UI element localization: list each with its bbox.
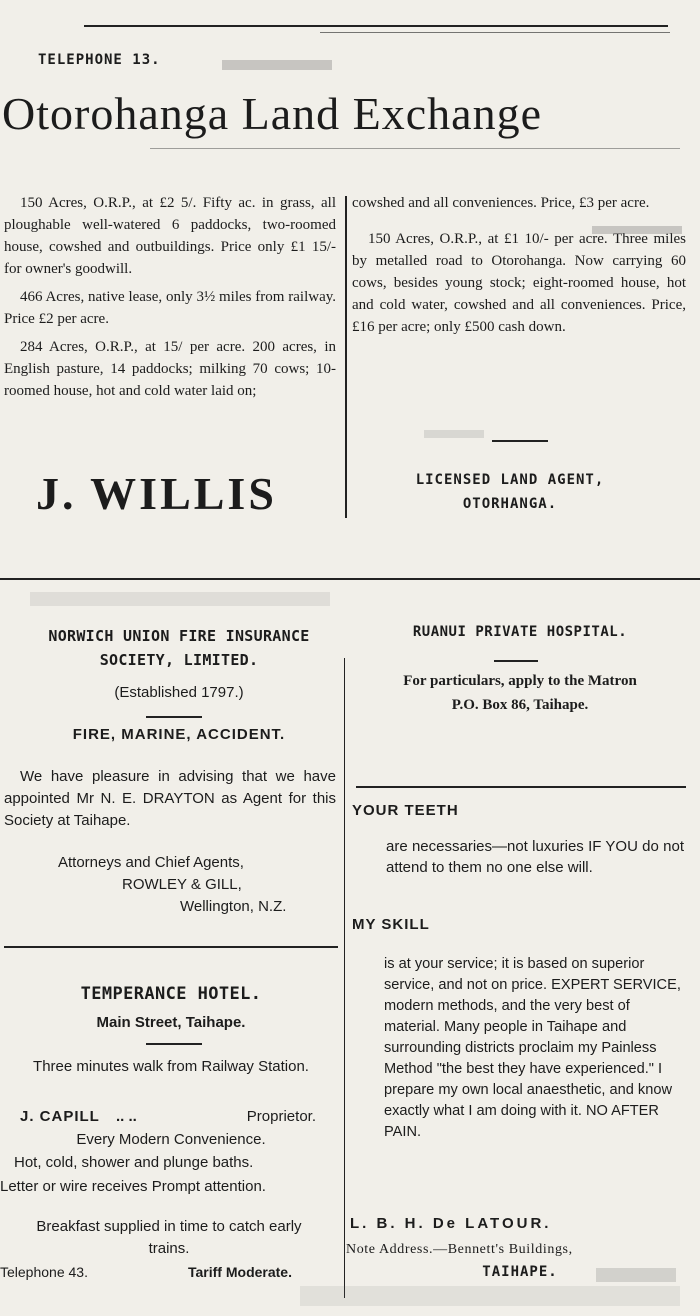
norwich-lines: FIRE, MARINE, ACCIDENT. xyxy=(72,726,286,743)
willis-agent-title: LICENSED LAND AGENT, xyxy=(415,472,605,488)
dentist-town: TAIHAPE. xyxy=(482,1264,558,1280)
norwich-sign-firm: ROWLEY & GILL, xyxy=(122,876,242,893)
temperance-tariff: Tariff Moderate. xyxy=(188,1264,292,1280)
temperance-rule xyxy=(146,1043,202,1045)
temperance-breakfast: Breakfast supplied in time to catch early trains. xyxy=(36,1218,302,1257)
print-speck xyxy=(30,592,330,606)
willis-column-divider xyxy=(345,196,347,518)
section-divider xyxy=(0,578,700,580)
print-speck xyxy=(222,60,332,70)
temperance-proprietor-row xyxy=(20,1108,320,1125)
norwich-sign-attorneys: Attorneys and Chief Agents, xyxy=(58,854,244,871)
telephone-label: TELEPHONE 13. xyxy=(38,52,161,68)
hospital-heading: RUANUI PRIVATE HOSPITAL. xyxy=(412,624,628,640)
teeth-para-1: are necessaries—not luxuries IF YOU do not attend to them no one else will. xyxy=(386,838,684,876)
print-speck xyxy=(300,1286,680,1306)
dentist-address: Note Address.—Bennett's Buildings, xyxy=(346,1242,573,1257)
willis-agent-town: OTORHANGA. xyxy=(462,496,558,512)
willis-short-rule xyxy=(492,440,548,442)
print-speck xyxy=(596,1268,676,1282)
willis-listing-4: 150 Acres, O.R.P., at £1 10/- per acre. Three miles by metalled road to Otorohanga. Now carrying 60 cows, besides young stock; eight-roomed house, hot and cold water, cowshed and all conveniences. Price, £16 per acre; only £500 cash down. xyxy=(352,231,686,335)
temperance-proprietor-dots: .. .. xyxy=(116,1108,137,1125)
top-rule-2 xyxy=(320,32,670,33)
temperance-baths: Hot, cold, shower and plunge baths. xyxy=(14,1154,254,1171)
teeth-heading: YOUR TEETH xyxy=(352,802,459,819)
norwich-rule xyxy=(146,716,202,718)
hospital-line-1: For particulars, apply to the Matron xyxy=(403,673,637,689)
temperance-walk: Three minutes walk from Railway Station. xyxy=(33,1058,309,1075)
norwich-body: We have pleasure in advising that we have appointed Mr N. E. DRAYTON as Agent for this Society at Taihape. xyxy=(4,768,336,829)
willis-name: J. WILLIS xyxy=(36,468,277,519)
masthead-title: Otorohanga Land Exchange xyxy=(2,88,543,139)
willis-listing-1: 150 Acres, O.R.P., at £2 5/. Fifty ac. in grass, all ploughable well-watered 6 paddocks, two-roomed house, cowshed and outbuildings. Price only £1 15/- for owner's goodwill. xyxy=(4,195,336,277)
left-column-rule-1 xyxy=(4,946,338,948)
skill-para: is at your service; it is based on superior service, and not on price. EXPERT SERVICE, modern methods, and the very best of material. Many people in Taihape and surrounding districts proclaim my Painless Method "the best they have experienced." I prepare my own local anaesthetic, and know exactly what I am doing with it. NO AFTER PAIN. xyxy=(384,956,681,1140)
print-speck xyxy=(424,430,484,438)
right-column-rule-1 xyxy=(356,786,686,788)
temperance-telephone: Telephone 43. xyxy=(0,1264,88,1280)
hospital-line-2: P.O. Box 86, Taihape. xyxy=(451,697,589,713)
temperance-proprietor-title: Proprietor. xyxy=(246,1108,316,1125)
dentist-name: L. B. H. De LATOUR. xyxy=(350,1215,552,1232)
hospital-rule xyxy=(494,660,538,662)
willis-listing-2: 466 Acres, native lease, only 3½ miles from railway. Price £2 per acre. xyxy=(4,289,336,327)
print-speck xyxy=(592,226,682,234)
temperance-proprietor-name: J. CAPILL xyxy=(20,1108,100,1125)
norwich-heading: NORWICH UNION FIRE INSURANCE SOCIETY, LIMITED. xyxy=(48,627,310,669)
temperance-convenience: Every Modern Convenience. xyxy=(76,1131,266,1148)
willis-right-column xyxy=(352,192,686,338)
willis-left-column xyxy=(4,192,336,402)
temperance-street: Main Street, Taihape. xyxy=(96,1014,246,1031)
willis-listing-3: 284 Acres, O.R.P., at 15/ per acre. 200 acres, in English pasture, 14 paddocks; milking 70 cows; 10-roomed house, hot and cold water laid on; xyxy=(4,339,336,399)
top-rule xyxy=(84,25,668,27)
temperance-heading: TEMPERANCE HOTEL. xyxy=(80,984,262,1004)
norwich-sign-city: Wellington, N.Z. xyxy=(180,898,287,915)
lower-column-divider xyxy=(344,658,345,1298)
norwich-established: (Established 1797.) xyxy=(114,684,244,701)
masthead-underline xyxy=(150,148,680,149)
willis-listing-continued: cowshed and all conveniences. Price, £3 per acre. xyxy=(352,195,650,211)
skill-heading: MY SKILL xyxy=(352,916,430,933)
temperance-letter: Letter or wire receives Prompt attention. xyxy=(0,1178,266,1195)
